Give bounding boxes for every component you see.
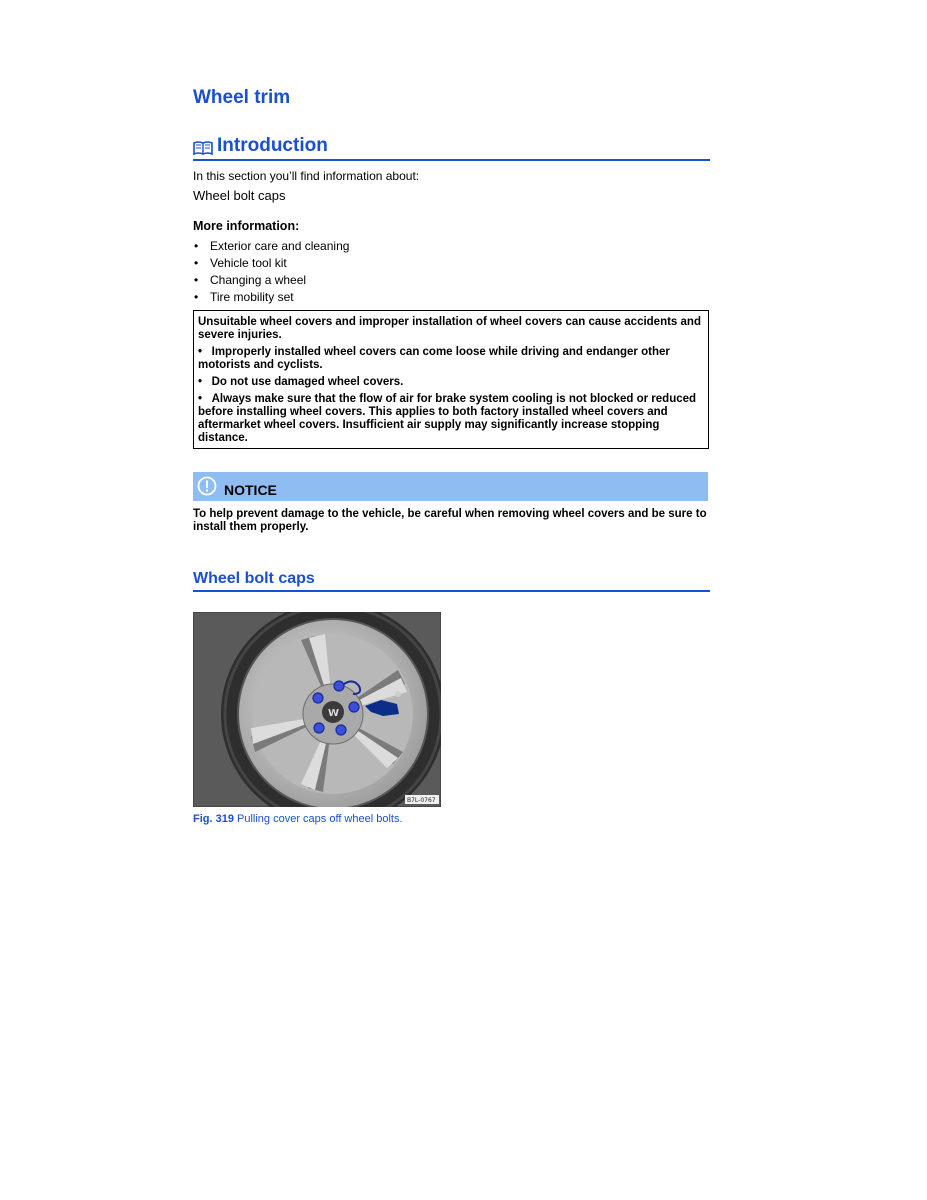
warning-box bbox=[193, 310, 709, 449]
intro-heading-text: Introduction bbox=[217, 135, 328, 156]
warning-bullet: • Improperly installed wheel covers can come loose while driving and endanger other motorists and cyclists. bbox=[198, 346, 670, 371]
list-item[interactable] bbox=[193, 272, 349, 289]
figure-caption bbox=[193, 813, 403, 825]
intro-link-wheel-bolt-caps[interactable]: Wheel bolt caps bbox=[193, 188, 286, 203]
list-item-label: Tire mobility set bbox=[210, 290, 294, 304]
notice-text: To help prevent damage to the vehicle, be careful when removing wheel covers and be sure to install them properly. bbox=[193, 508, 707, 533]
bullet: • bbox=[194, 290, 199, 304]
figure-number: Fig. 319 bbox=[193, 813, 234, 825]
intro-heading bbox=[193, 135, 710, 161]
intro-line: In this section you’ll find information about: bbox=[193, 169, 420, 183]
page-title: Wheel trim bbox=[193, 87, 291, 108]
book-icon bbox=[193, 140, 213, 156]
list-item[interactable] bbox=[193, 238, 349, 255]
bullet: • bbox=[194, 256, 199, 270]
wheel-figure bbox=[193, 612, 441, 807]
list-item-label: Vehicle tool kit bbox=[210, 256, 287, 270]
notice-label: NOTICE bbox=[224, 482, 277, 498]
bullet: • bbox=[194, 273, 199, 287]
section-heading-text: Wheel bolt caps bbox=[193, 570, 315, 587]
warning-lead: Unsuitable wheel covers and improper installation of wheel covers can cause accidents and severe injuries. bbox=[198, 316, 701, 341]
figure-caption-text: Pulling cover caps off wheel bolts. bbox=[233, 813, 403, 825]
list-item-label: Changing a wheel bbox=[210, 273, 307, 287]
warning-bullet: • Do not use damaged wheel covers. bbox=[198, 376, 404, 388]
svg-text:W: W bbox=[328, 708, 340, 719]
list-item[interactable] bbox=[193, 255, 349, 272]
exclamation-circle-icon bbox=[197, 476, 217, 496]
list-item-label: Exterior care and cleaning bbox=[210, 239, 350, 253]
more-info-heading: More information: bbox=[193, 219, 300, 233]
notice-bar bbox=[193, 472, 708, 501]
section-heading bbox=[193, 570, 710, 592]
more-info-list bbox=[193, 238, 349, 306]
figure-code: B7L-0767 bbox=[407, 797, 436, 804]
list-item[interactable] bbox=[193, 289, 349, 306]
warning-bullet: • Always make sure that the flow of air for brake system cooling is not blocked or reduced before installing wheel covers. This applies to both factory installed wheel covers and aftermarket wheel covers. Insufficient air supply may significantly increase stopping distance. bbox=[198, 393, 697, 444]
bullet: • bbox=[194, 239, 199, 253]
